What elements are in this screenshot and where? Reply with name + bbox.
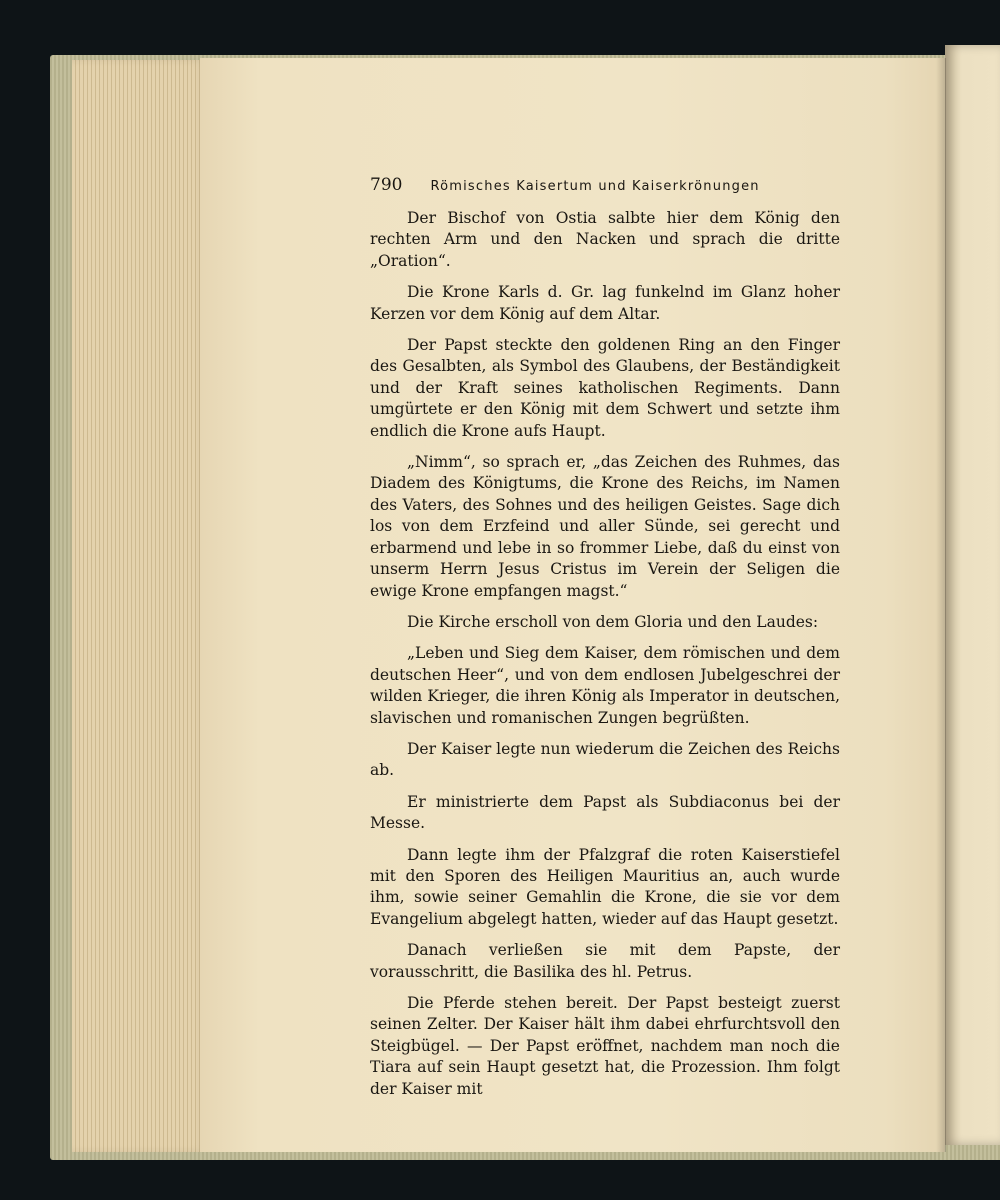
facing-page-edge	[945, 45, 1000, 1145]
running-title: Römisches Kaisertum und Kaiserkrönungen	[430, 179, 760, 194]
book-page	[200, 58, 945, 1152]
page-body-text	[370, 208, 840, 1100]
paragraph: „Nimm“, so sprach er, „das Zeichen des Ruhmes, das Diadem des Königtums, die Krone des Reichs, im Namen des Vaters, des Sohnes und des heiligen Geistes. Sage dich los von dem Erzfeind und aller Sünde, sei gerecht und erbarmend und lebe in so frommer Liebe, daß du einst von unserm Herrn Jesus Cristus im Verein der Seligen die ewige Krone empfangen magst.“	[370, 453, 840, 600]
page-edges	[72, 60, 207, 1152]
paragraph: Der Papst steckte den goldenen Ring an den Finger des Gesalbten, als Symbol des Glaubens, der Beständigkeit und der Kraft seines katholischen Regiments. Dann umgürtete er den König mit dem Schwert und setzte ihm endlich die Krone aufs Haupt.	[370, 336, 840, 440]
paragraph: Die Krone Karls d. Gr. lag funkelnd im Glanz hoher Kerzen vor dem König auf dem Altar.	[370, 283, 840, 323]
paragraph: Danach verließen sie mit dem Papste, der vorausschritt, die Basilika des hl. Petrus.	[370, 941, 840, 981]
paragraph: Die Kirche erscholl von dem Gloria und den Laudes:	[407, 612, 819, 631]
paragraph: Dann legte ihm der Pfalzgraf die roten Kaiserstiefel mit den Sporen des Heiligen Mauritius an, auch wurde ihm, sowie seiner Gemahlin die Krone, die sie vor dem Evangelium abgelegt hatten, wieder auf das Haupt gesetzt.	[370, 845, 840, 928]
paragraph: Er ministrierte dem Papst als Subdiaconus bei der Messe.	[370, 792, 840, 833]
paragraph: Der Bischof von Ostia salbte hier dem König den rechten Arm und den Nacken und sprach die dritte „Oration“.	[370, 209, 840, 270]
paragraph: Der Kaiser legte nun wiederum die Zeichen des Reichs ab.	[370, 739, 840, 780]
gutter-shadow	[936, 58, 946, 1152]
page-header	[370, 175, 840, 195]
paragraph: „Leben und Sieg dem Kaiser, dem römischen und dem deutschen Heer“, und von dem endlosen Jubelgeschrei der wilden Krieger, die ihren König als Imperator in deutschen, slavischen und romanischen Zungen begrüßten.	[370, 644, 840, 727]
paragraph: Die Pferde stehen bereit. Der Papst besteigt zuerst seinen Zelter. Der Kaiser hält ihm dabei ehrfurchtsvoll den Steigbügel. — Der Papst eröffnet, nachdem man noch die Tiara auf sein Haupt gesetzt hat, die Prozession. Ihm folgt der Kaiser mit	[370, 994, 840, 1098]
page-number: 790	[370, 175, 403, 195]
